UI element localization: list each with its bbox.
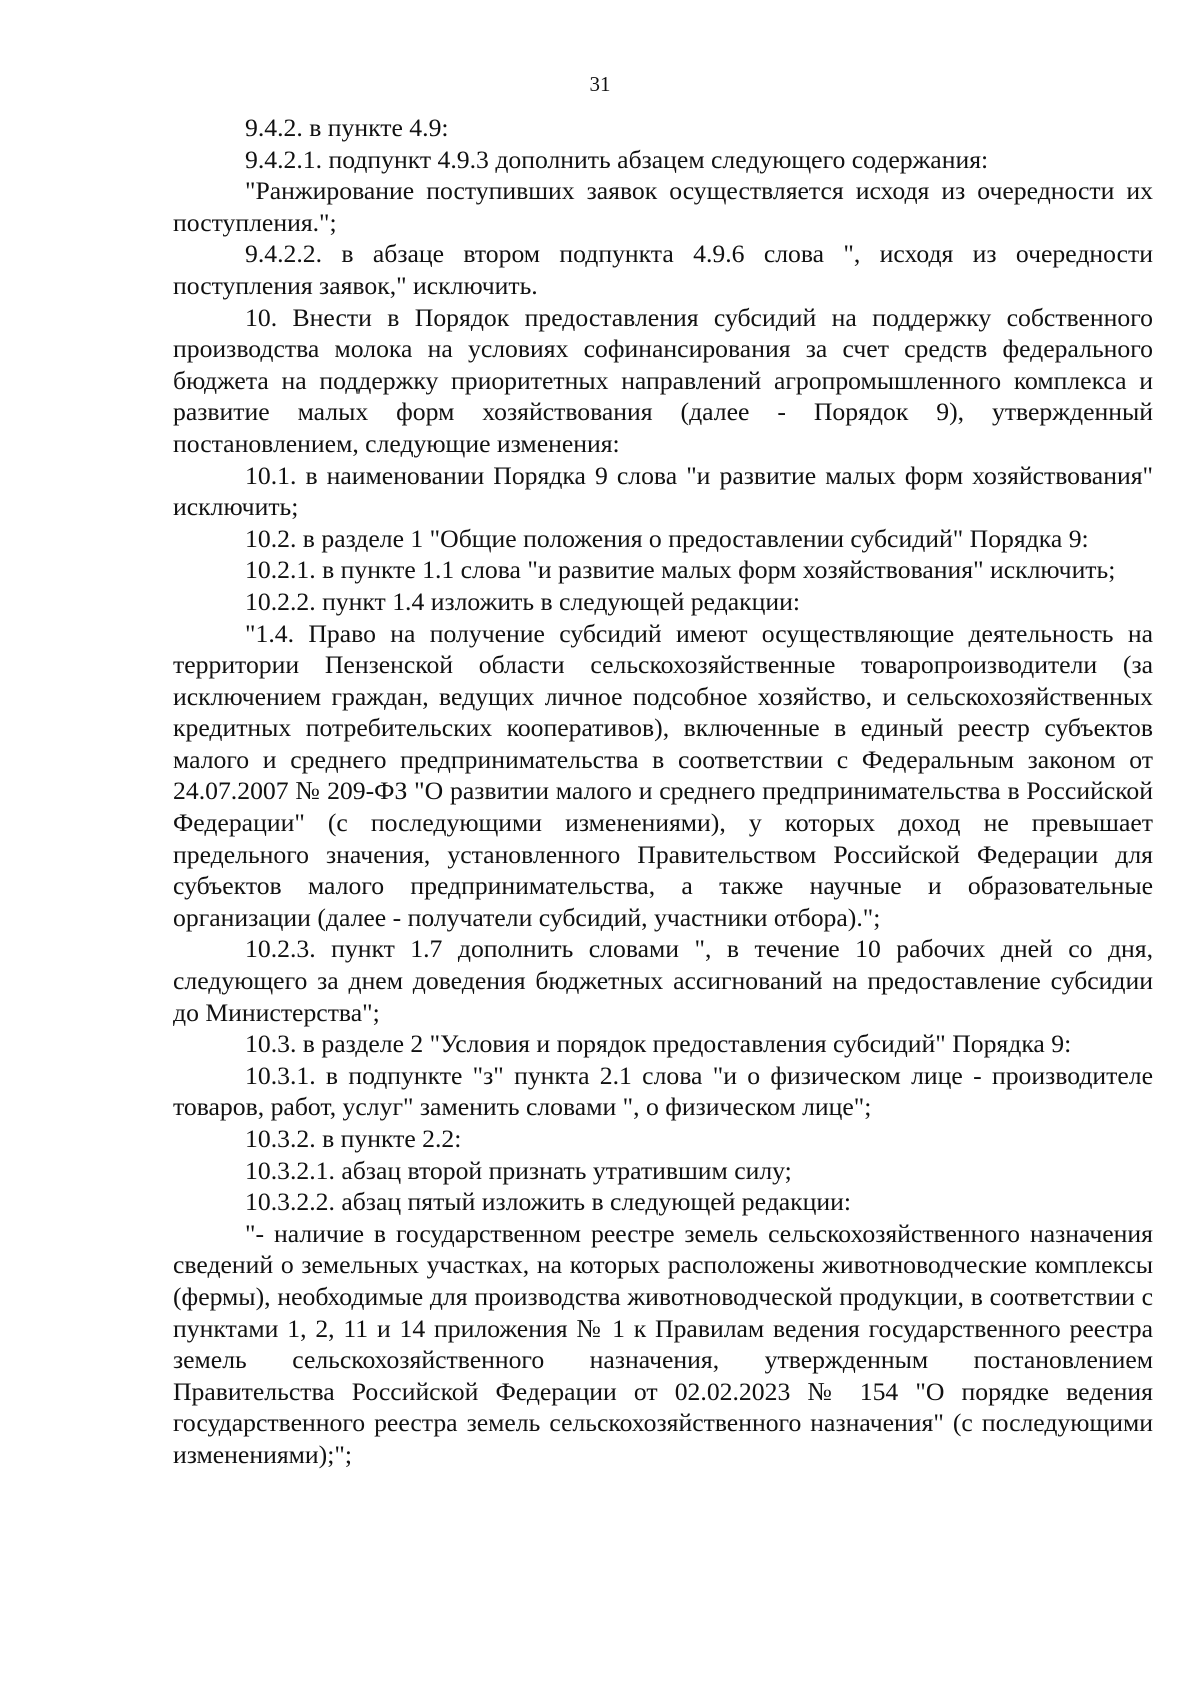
paragraph: 10.3.2. в пункте 2.2: — [245, 1124, 462, 1153]
paragraph: 10.2.3. пункт 1.7 дополнить словами ", в течение 10 рабочих дней со дня, следующего за днем доведения бюджетных ассигнований на предоставление субсидии до Министерства"; — [173, 934, 1153, 1027]
paragraph: "Ранжирование поступивших заявок осуществляется исходя из очередности их поступления."; — [173, 176, 1153, 237]
paragraph: "1.4. Право на получение субсидий имеют осуществляющие деятельность на территории Пензенской области сельскохозяйственные товаропроизводители (за исключением граждан, ведущих личное подсобное хозяйство, и сельскохозяйственных кредитных потребительских кооперативов), включенные в единый реестр субъектов малого и среднего предпринимательства в соответствии с Федеральным законом от 24.07.2007 № 209-ФЗ "О развитии малого и среднего предпринимательства в Российской Федерации" (с последующими изменениями), у которых доход не превышает предельного значения, установленного Правительством Российской Федерации для субъектов малого предпринимательства, а также научные и образовательные организации (далее - получатели субсидий, участники отбора)."; — [173, 618, 1153, 932]
paragraph: 10.3.2.1. абзац второй признать утратившим силу; — [245, 1155, 792, 1185]
paragraph: 10.2.2. пункт 1.4 изложить в следующей редакции: — [245, 586, 801, 616]
paragraph: 10.1. в наименовании Порядка 9 слова "и развитие малых форм хозяйствования" исключить; — [173, 460, 1153, 522]
paragraph: 9.4.2.2. в абзаце втором подпункта 4.9.6 слова ", исходя из очередности поступления заявок," исключить. — [173, 239, 1153, 300]
paragraph: 10.3. в разделе 2 "Условия и порядок предоставления субсидий" Порядка 9: — [245, 1029, 1072, 1059]
paragraph: "- наличие в государственном реестре земель сельскохозяйственного назначения сведений о земельных участках, на которых расположены животноводческие комплексы (фермы), необходимые для производства животноводческой продукции, в соответствии с пунктами 1, 2, 11 и 14 приложения № 1 к Правилам ведения государственного реестра земель сельскохозяйственного назначения, утвержденным постановлением Правительства Российской Федерации от 02.02.2023 № 154 "О порядке ведения государственного реестра земель сельскохозяйственного назначения" (с последующими изменениями);"; — [173, 1218, 1153, 1469]
page-number: 31 — [589, 72, 611, 96]
paragraph: 9.4.2. в пункте 4.9: — [245, 113, 449, 142]
paragraph: 10.3.2.2. абзац пятый изложить в следующей редакции: — [245, 1187, 852, 1217]
paragraph: 10.2.1. в пункте 1.1 слова "и развитие малых форм хозяйствования" исключить; — [245, 555, 1116, 585]
document-body — [173, 112, 1153, 1471]
paragraph: 10.3.1. в подпункте "з" пункта 2.1 слова "и о физическом лице - производителе товаров, работ, услуг" заменить словами ", о физическом лице"; — [173, 1060, 1153, 1122]
paragraph: 9.4.2.1. подпункт 4.9.3 дополнить абзацем следующего содержания: — [245, 144, 989, 174]
paragraph: 10. Внести в Порядок предоставления субсидий на поддержку собственного производства молока на условиях софинансирования за счет средств федерального бюджета на поддержку приоритетных направлений агропромышленного комплекса и развитие малых форм хозяйствования (далее - Порядок 9), утвержденный постановлением, следующие изменения: — [173, 302, 1153, 458]
paragraph: 10.2. в разделе 1 "Общие положения о предоставлении субсидий" Порядка 9: — [245, 523, 1089, 553]
